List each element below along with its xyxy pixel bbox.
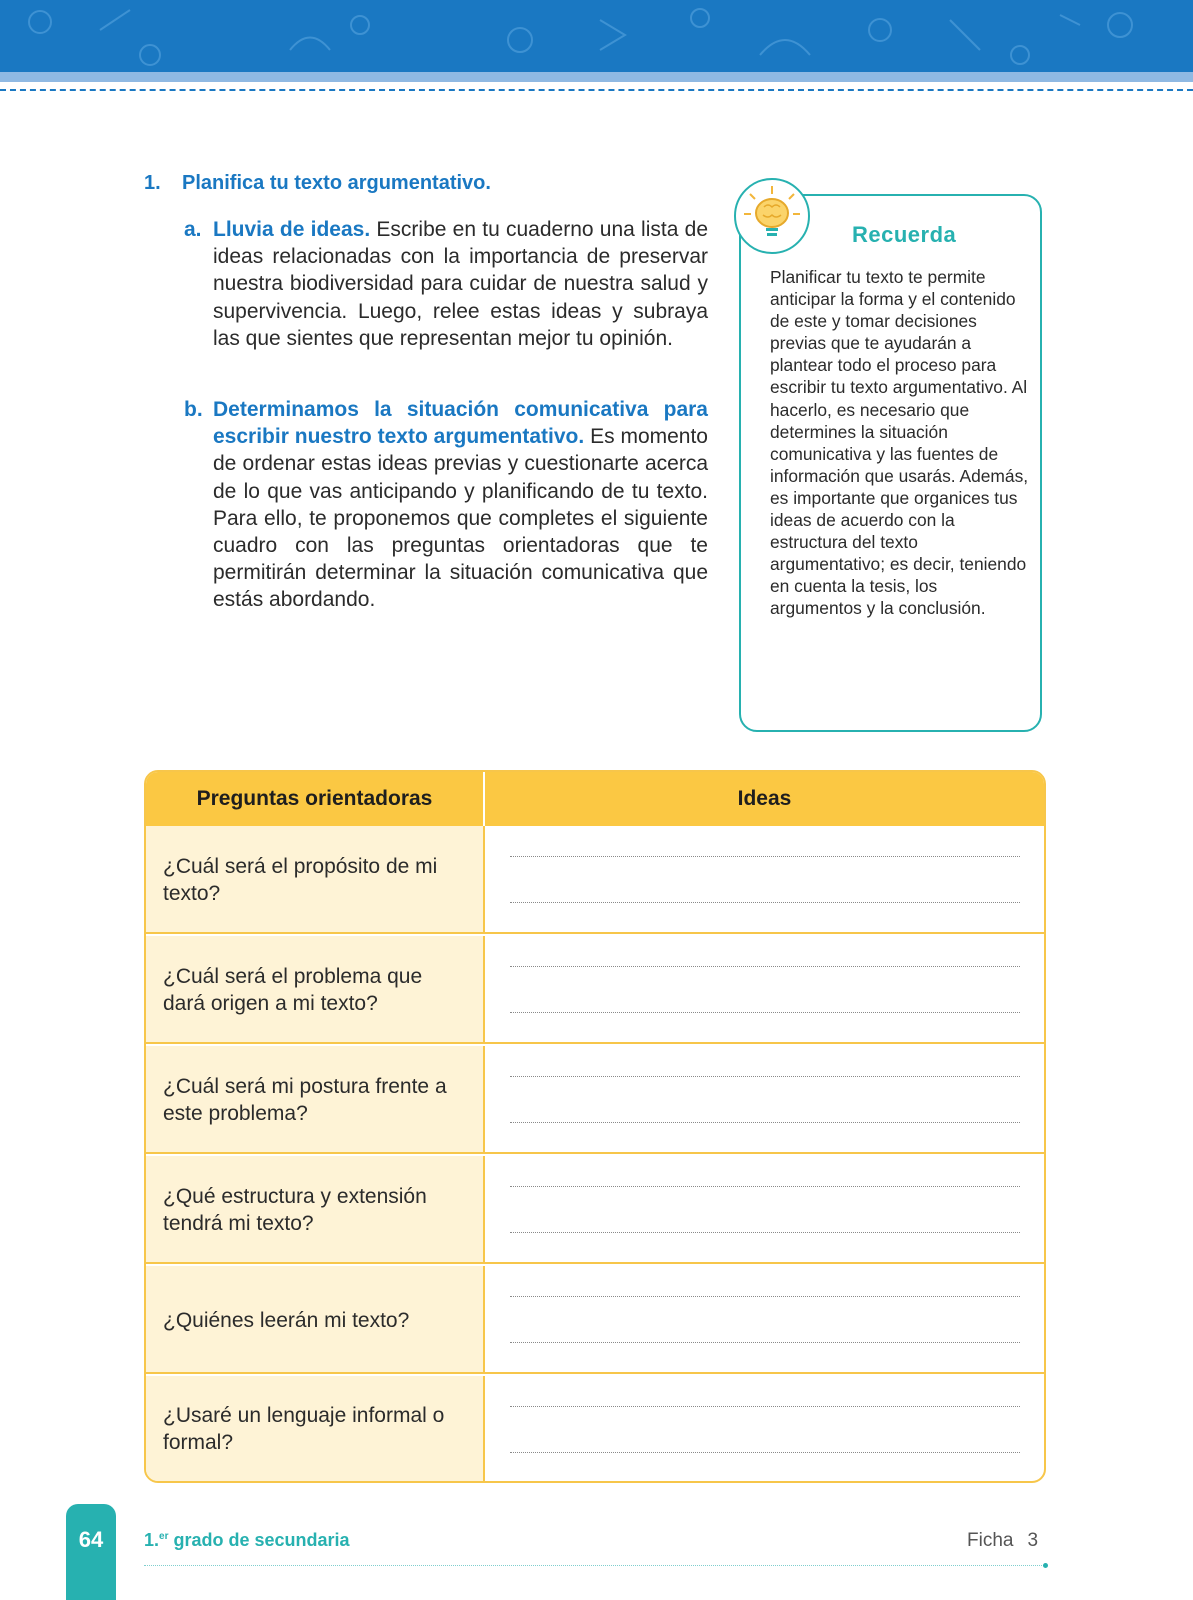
question-cell <box>146 936 483 1044</box>
table-row <box>146 936 1044 1044</box>
question-text: ¿Qué estructura y extensión tendrá mi texto? <box>163 1185 427 1235</box>
cell-divider <box>483 1046 485 1154</box>
answer-line[interactable] <box>510 856 1020 857</box>
question-cell <box>146 1156 483 1264</box>
cell-divider <box>483 1376 485 1481</box>
answer-line[interactable] <box>510 1186 1020 1187</box>
header-strip <box>0 72 1193 82</box>
answer-line[interactable] <box>510 1232 1020 1233</box>
activity-number: 1. <box>144 172 161 194</box>
answer-line[interactable] <box>510 1012 1020 1013</box>
grade-sup: er <box>159 1531 169 1542</box>
item-lead: Lluvia de ideas. <box>213 218 371 241</box>
grade-rest: grado de secundaria <box>168 1530 350 1550</box>
guiding-questions-table <box>144 770 1046 1483</box>
cell-divider <box>483 936 485 1044</box>
question-cell <box>146 1376 483 1481</box>
question-text: ¿Cuál será el problema que dará origen a mi texto? <box>163 965 423 1015</box>
question-cell <box>146 1046 483 1154</box>
answer-line[interactable] <box>510 966 1020 967</box>
footer-dot <box>1043 1563 1048 1568</box>
row-border <box>146 932 1044 934</box>
question-text: ¿Cuál será el propósito de mi texto? <box>163 855 438 905</box>
item-lead: Determinamos la situación comunicativa para escribir nuestro texto argumentativo. <box>213 398 708 449</box>
table-row <box>146 1156 1044 1264</box>
table-header <box>146 772 1044 826</box>
cell-divider <box>483 1266 485 1374</box>
header-doodles <box>0 0 1193 72</box>
recuerda-title: Recuerda <box>852 222 957 247</box>
answer-line[interactable] <box>510 1122 1020 1123</box>
item-letter: b. <box>184 398 203 421</box>
answer-line[interactable] <box>510 1452 1020 1453</box>
answer-line[interactable] <box>510 902 1020 903</box>
row-border <box>146 1152 1044 1154</box>
item-text: Escribe en tu cuaderno una lista de ideas relacionadas con la importancia de preservar nuestra biodiversidad para cuidar de nuestra salud y supervivencia. Luego, relee estas ideas y subraya las que sientes que representan mejor tu opinión. <box>213 218 708 350</box>
table-row <box>146 826 1044 934</box>
row-border <box>146 1372 1044 1374</box>
grade-prefix: 1. <box>144 1530 160 1550</box>
recuerda-text: Planificar tu texto te permite anticipar la forma y el contenido de este y tomar decisiones previas que te ayudarán a plantear todo el proceso para escribir tu texto argumentativo. Al hacerlo, es necesario que determines la situación comunicativa y las fuentes de información que usarás. Además, es importante que organices tus ideas de acuerdo con la estructura del texto argumentativo; es decir, teniendo en cuenta la tesis, los argumentos y la conclusión. <box>770 267 1029 619</box>
row-border <box>146 1262 1044 1264</box>
answer-line[interactable] <box>510 1342 1020 1343</box>
activity-title-text: Planifica tu texto argumentativo. <box>182 172 491 194</box>
item-text: Es momento de ordenar estas ideas previas y cuestionarte acerca de lo que vas anticipando y planificando de tu texto. Para ello, te proponemos que completes el siguiente cuadro con las preguntas orientadoras que te permitirán determinar la situación comunicativa que estás abordando. <box>213 425 708 612</box>
activity-title <box>144 172 491 195</box>
header-band <box>0 0 1193 72</box>
cell-divider <box>483 826 485 934</box>
table-row <box>146 1046 1044 1154</box>
answer-line[interactable] <box>510 1296 1020 1297</box>
table-row <box>146 1376 1044 1481</box>
grade-label <box>144 1530 350 1551</box>
ficha-number: 3 <box>1027 1530 1039 1551</box>
header-questions: Preguntas orientadoras <box>196 787 433 810</box>
row-border <box>146 1042 1044 1044</box>
header-ideas: Ideas <box>737 787 792 810</box>
cell-divider <box>483 1156 485 1264</box>
question-text: ¿Cuál será mi postura frente a este problema? <box>163 1075 447 1125</box>
activity-item-b <box>184 396 708 614</box>
page-number: 64 <box>78 1527 104 1552</box>
item-letter: a. <box>184 218 202 241</box>
ficha-label <box>967 1530 1038 1552</box>
question-cell <box>146 826 483 934</box>
lightbulb-brain-icon <box>734 178 810 254</box>
question-cell <box>146 1266 483 1374</box>
table-row <box>146 1266 1044 1374</box>
header-divider <box>0 89 1193 91</box>
answer-line[interactable] <box>510 1076 1020 1077</box>
footer-line <box>144 1565 1046 1566</box>
question-text: ¿Usaré un lenguaje informal o formal? <box>163 1403 445 1454</box>
answer-line[interactable] <box>510 1406 1020 1407</box>
activity-item-a <box>184 216 708 352</box>
ficha-text: Ficha <box>967 1530 1014 1551</box>
question-text: ¿Quiénes leerán mi texto? <box>163 1308 410 1332</box>
